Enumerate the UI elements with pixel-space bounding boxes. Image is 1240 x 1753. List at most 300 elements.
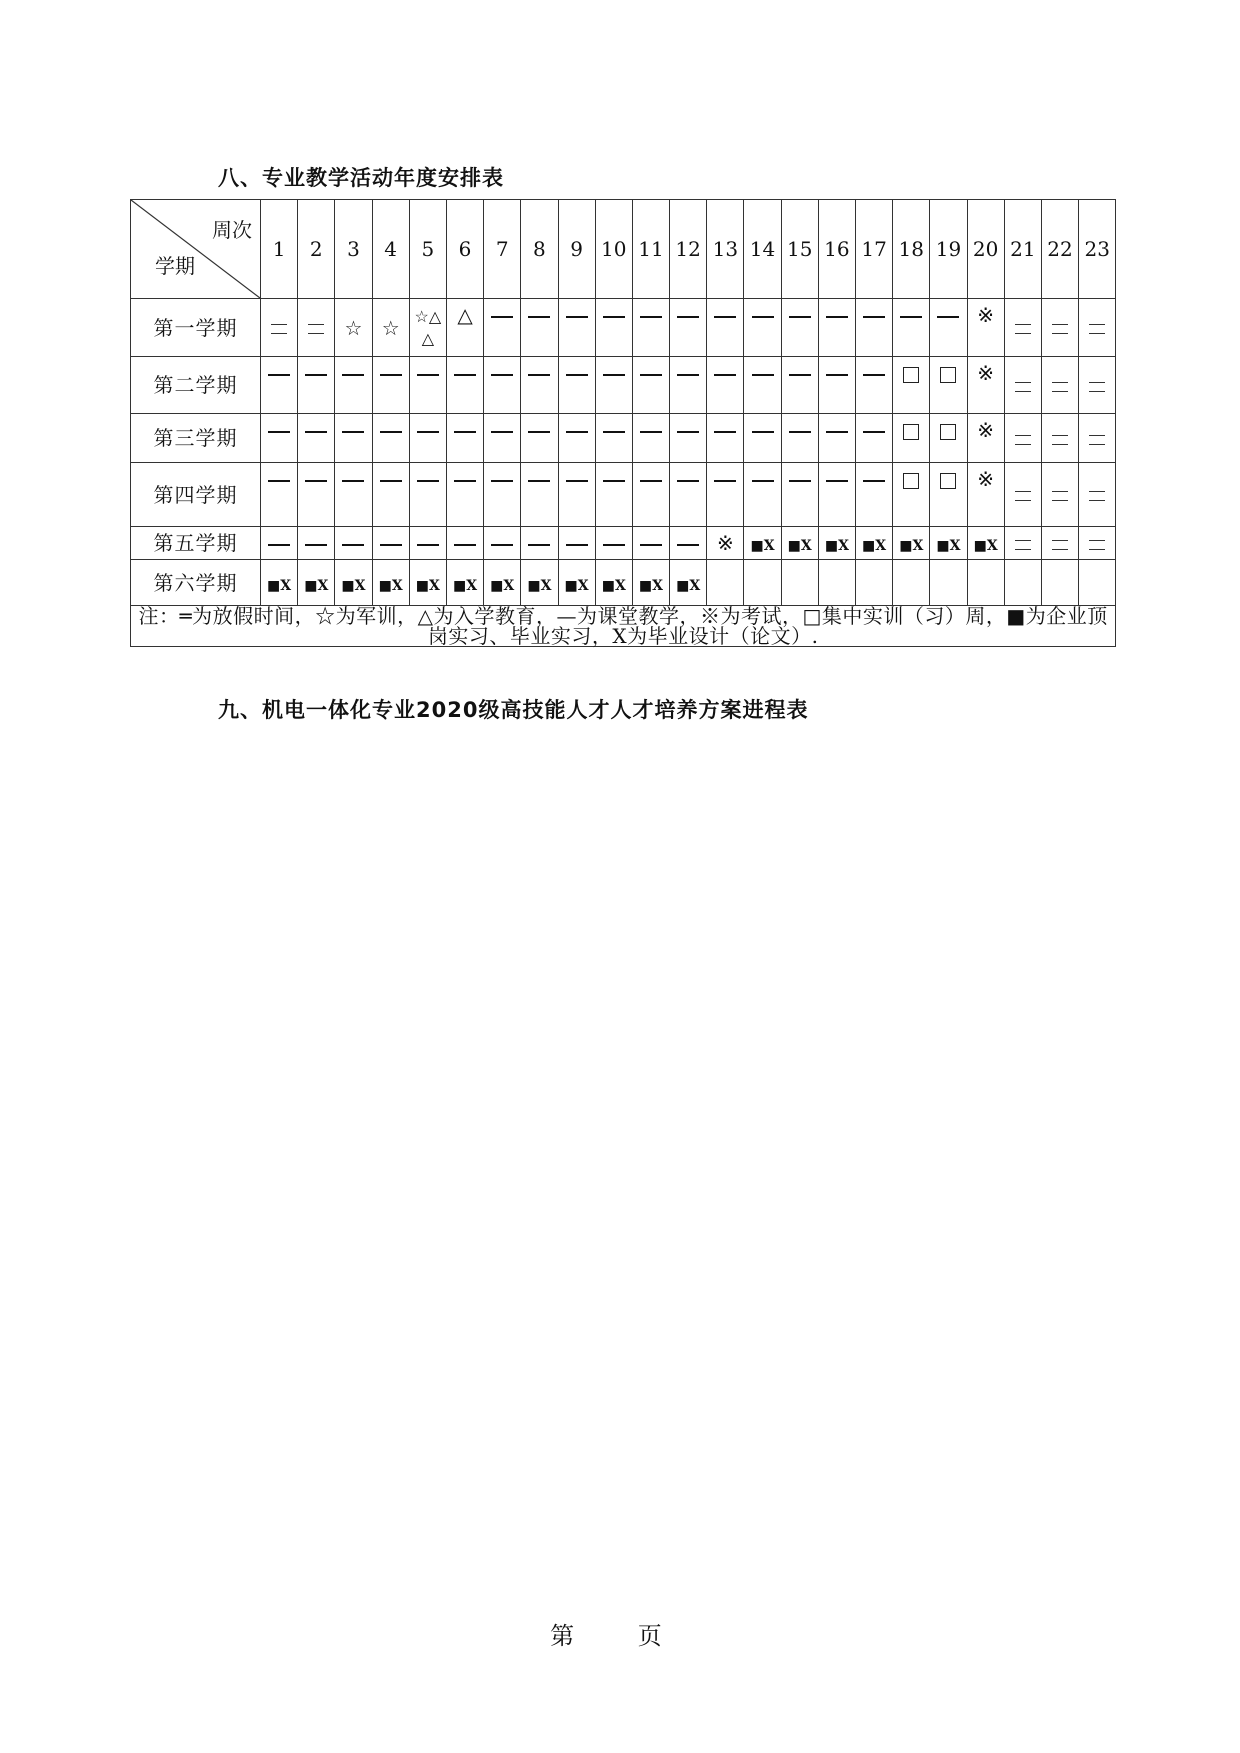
dash-mark <box>268 544 290 546</box>
dash-mark <box>566 544 588 546</box>
section-8-heading: 八、专业教学活动年度安排表 <box>218 166 504 190</box>
week-header-19: 19 <box>930 200 967 299</box>
schedule-cell <box>372 463 409 527</box>
schedule-cell <box>261 414 298 463</box>
semester-row <box>131 357 1116 414</box>
semester-row <box>131 560 1116 606</box>
dash-mark <box>342 431 364 433</box>
schedule-cell <box>930 560 967 606</box>
dash-mark <box>640 480 662 482</box>
schedule-cell <box>1079 560 1116 606</box>
schedule-cell <box>261 299 298 357</box>
dash-mark <box>603 544 625 546</box>
dash-mark <box>714 431 736 433</box>
dash-mark <box>826 431 848 433</box>
schedule-cell <box>261 527 298 560</box>
week-header-13: 13 <box>707 200 744 299</box>
equals-mark <box>1089 435 1105 445</box>
schedule-cell <box>595 527 632 560</box>
week-header-18: 18 <box>893 200 930 299</box>
schedule-cell <box>335 527 372 560</box>
internship-design-mark: ■X <box>378 577 403 594</box>
schedule-cell <box>670 299 707 357</box>
dash-mark <box>528 374 550 376</box>
dash-mark <box>417 544 439 546</box>
corner-diagonal <box>131 200 260 298</box>
dash-mark <box>417 480 439 482</box>
schedule-cell <box>409 560 446 606</box>
dash-mark <box>752 480 774 482</box>
schedule-cell <box>446 414 483 463</box>
dash-mark <box>863 431 885 433</box>
schedule-cell: ☆ <box>372 299 409 357</box>
schedule-cell <box>446 463 483 527</box>
week-header-21: 21 <box>1004 200 1041 299</box>
dash-mark <box>491 480 513 482</box>
semester-label: 第五学期 <box>131 527 261 560</box>
schedule-cell <box>893 560 930 606</box>
schedule-cell <box>893 299 930 357</box>
schedule-cell <box>930 463 967 527</box>
dash-mark <box>863 316 885 318</box>
week-header-4: 4 <box>372 200 409 299</box>
schedule-cell <box>670 463 707 527</box>
internship-design-mark: ■X <box>862 538 887 554</box>
schedule-cell <box>446 560 483 606</box>
schedule-cell <box>632 414 669 463</box>
semester-label: 第四学期 <box>131 463 261 527</box>
semester-label: 第三学期 <box>131 414 261 463</box>
schedule-cell <box>558 527 595 560</box>
square-mark <box>940 367 956 383</box>
schedule-cell <box>967 560 1004 606</box>
dash-mark <box>268 480 290 482</box>
dash-mark <box>789 431 811 433</box>
internship-design-mark: ■X <box>787 538 812 554</box>
equals-mark <box>1052 382 1068 392</box>
schedule-cell <box>632 560 669 606</box>
dash-mark <box>380 431 402 433</box>
schedule-cell <box>856 414 893 463</box>
schedule-cell <box>372 560 409 606</box>
internship-design-mark: ■X <box>750 538 775 554</box>
week-header-11: 11 <box>632 200 669 299</box>
schedule-cell <box>298 527 335 560</box>
equals-mark <box>1015 324 1031 334</box>
schedule-cell <box>1041 299 1078 357</box>
week-header-6: 6 <box>446 200 483 299</box>
schedule-cell <box>1041 357 1078 414</box>
internship-design-mark: ■X <box>676 577 701 594</box>
dash-mark <box>900 316 922 318</box>
dash-mark <box>640 374 662 376</box>
dash-mark <box>603 431 625 433</box>
week-header-10: 10 <box>595 200 632 299</box>
schedule-cell <box>335 560 372 606</box>
schedule-cell <box>893 463 930 527</box>
dash-mark <box>677 374 699 376</box>
week-header-22: 22 <box>1041 200 1078 299</box>
dash-mark <box>342 480 364 482</box>
week-header-7: 7 <box>484 200 521 299</box>
dash-mark <box>566 480 588 482</box>
dash-mark <box>640 544 662 546</box>
dash-mark <box>454 544 476 546</box>
schedule-cell <box>707 299 744 357</box>
schedule-cell <box>707 414 744 463</box>
semester-row <box>131 463 1116 527</box>
equals-mark <box>1089 540 1105 550</box>
dash-mark <box>528 480 550 482</box>
internship-design-mark: ■X <box>267 577 292 594</box>
dash-mark <box>714 480 736 482</box>
schedule-cell <box>521 463 558 527</box>
equals-mark <box>1015 435 1031 445</box>
equals-mark <box>271 324 287 334</box>
internship-design-mark: ■X <box>601 577 626 594</box>
schedule-cell <box>558 357 595 414</box>
schedule-cell <box>1004 299 1041 357</box>
schedule-cell <box>818 463 855 527</box>
dash-mark <box>305 544 327 546</box>
schedule-cell <box>521 414 558 463</box>
schedule-cell <box>261 357 298 414</box>
semester-label: 第一学期 <box>131 299 261 357</box>
dash-mark <box>566 431 588 433</box>
dash-mark <box>491 431 513 433</box>
equals-mark <box>1052 491 1068 501</box>
schedule-cell <box>521 357 558 414</box>
semester-row <box>131 527 1116 560</box>
equals-mark <box>1015 540 1031 550</box>
schedule-cell <box>930 527 967 560</box>
schedule-cell <box>744 414 781 463</box>
square-mark <box>940 424 956 440</box>
dash-mark <box>491 544 513 546</box>
dash-mark <box>528 431 550 433</box>
schedule-cell <box>818 357 855 414</box>
schedule-cell <box>893 357 930 414</box>
internship-design-mark: ■X <box>452 577 478 594</box>
dash-mark <box>380 544 402 546</box>
equals-mark <box>308 324 324 334</box>
schedule-cell <box>856 357 893 414</box>
schedule-cell <box>781 463 818 527</box>
dash-mark <box>454 480 476 482</box>
schedule-cell <box>484 527 521 560</box>
equals-mark <box>1089 382 1105 392</box>
dash-mark <box>268 431 290 433</box>
schedule-cell <box>409 527 446 560</box>
semester-label: 第二学期 <box>131 357 261 414</box>
schedule-cell <box>893 414 930 463</box>
schedule-cell <box>261 463 298 527</box>
week-header-15: 15 <box>781 200 818 299</box>
schedule-cell <box>484 299 521 357</box>
dash-mark <box>528 316 550 318</box>
week-header-5: 5 <box>409 200 446 299</box>
week-header-3: 3 <box>335 200 372 299</box>
equals-mark <box>1089 324 1105 334</box>
square-mark <box>903 424 919 440</box>
square-mark <box>903 367 919 383</box>
semester-row <box>131 414 1116 463</box>
internship-design-mark: ■X <box>527 577 552 594</box>
stacked-mark: ☆△ <box>414 306 442 326</box>
dash-mark <box>417 374 439 376</box>
schedule-cell <box>781 357 818 414</box>
dash-mark <box>342 374 364 376</box>
internship-design-mark: ■X <box>304 577 329 594</box>
dash-mark <box>305 431 327 433</box>
schedule-cell <box>298 560 335 606</box>
schedule-cell <box>261 560 298 606</box>
dash-mark <box>640 431 662 433</box>
week-axis-label: 周次 <box>212 218 252 242</box>
week-header-2: 2 <box>298 200 335 299</box>
dash-mark <box>417 431 439 433</box>
schedule-cell <box>298 463 335 527</box>
schedule-cell <box>1004 527 1041 560</box>
dash-mark <box>752 431 774 433</box>
schedule-cell <box>298 414 335 463</box>
corner-header-cell <box>131 200 261 299</box>
schedule-cell: ※ <box>967 463 1004 527</box>
week-header-17: 17 <box>856 200 893 299</box>
schedule-cell <box>372 357 409 414</box>
semester-axis-label: 学期 <box>155 254 195 278</box>
schedule-cell <box>744 299 781 357</box>
schedule-cell <box>1079 463 1116 527</box>
legend-note: 注：═为放假时间，☆为军训，△为入学教育，—为课堂教学，※为考试，□集中实训（习）周，■为企业顶岗实习、毕业实习，X为毕业设计（论文）. <box>131 606 1116 647</box>
schedule-cell <box>781 560 818 606</box>
schedule-cell <box>670 414 707 463</box>
schedule-cell: ☆ <box>335 299 372 357</box>
week-header-1: 1 <box>261 200 298 299</box>
dash-mark <box>677 431 699 433</box>
equals-mark <box>1015 491 1031 501</box>
dash-mark <box>789 480 811 482</box>
internship-design-mark: ■X <box>638 577 664 594</box>
schedule-cell <box>632 299 669 357</box>
schedule-table <box>130 199 1116 647</box>
schedule-cell <box>856 527 893 560</box>
schedule-cell <box>670 357 707 414</box>
schedule-cell <box>856 463 893 527</box>
schedule-cell <box>707 357 744 414</box>
schedule-cell <box>521 527 558 560</box>
schedule-cell <box>818 414 855 463</box>
schedule-cell <box>595 357 632 414</box>
schedule-cell <box>632 357 669 414</box>
schedule-cell <box>1041 527 1078 560</box>
semester-row <box>131 299 1116 357</box>
page-footer: 第 页 <box>550 1622 690 1650</box>
schedule-cell <box>372 527 409 560</box>
schedule-cell: ※ <box>967 299 1004 357</box>
week-header-12: 12 <box>670 200 707 299</box>
dash-mark <box>380 480 402 482</box>
schedule-cell <box>335 357 372 414</box>
schedule-cell <box>1004 414 1041 463</box>
internship-design-mark: ■X <box>899 538 924 554</box>
schedule-cell <box>1041 414 1078 463</box>
schedule-cell <box>930 357 967 414</box>
schedule-cell <box>632 527 669 560</box>
internship-design-mark: ■X <box>490 577 515 594</box>
dash-mark <box>826 316 848 318</box>
dash-mark <box>677 480 699 482</box>
square-mark <box>903 473 919 489</box>
dash-mark <box>863 374 885 376</box>
dash-mark <box>937 316 959 318</box>
dash-mark <box>826 374 848 376</box>
dash-mark <box>528 544 550 546</box>
schedule-cell <box>595 299 632 357</box>
schedule-cell <box>1004 463 1041 527</box>
dash-mark <box>603 316 625 318</box>
week-header-8: 8 <box>521 200 558 299</box>
schedule-cell <box>446 527 483 560</box>
dash-mark <box>603 374 625 376</box>
schedule-cell <box>1041 463 1078 527</box>
week-header-14: 14 <box>744 200 781 299</box>
dash-mark <box>714 316 736 318</box>
schedule-cell <box>930 414 967 463</box>
schedule-cell <box>856 560 893 606</box>
schedule-cell <box>744 527 781 560</box>
schedule-cell <box>744 463 781 527</box>
schedule-cell: ※ <box>707 527 744 560</box>
schedule-cell <box>335 463 372 527</box>
schedule-cell <box>893 527 930 560</box>
schedule-cell <box>595 560 632 606</box>
schedule-cell <box>670 527 707 560</box>
schedule-cell <box>744 560 781 606</box>
schedule-cell <box>1079 414 1116 463</box>
schedule-cell <box>632 463 669 527</box>
internship-design-mark: ■X <box>973 538 998 554</box>
section-9-heading: 九、机电一体化专业2020级高技能人才人才培养方案进程表 <box>218 698 809 722</box>
dash-mark <box>454 431 476 433</box>
schedule-cell <box>558 463 595 527</box>
schedule-cell <box>409 414 446 463</box>
schedule-cell <box>818 299 855 357</box>
schedule-cell <box>558 414 595 463</box>
schedule-cell <box>446 357 483 414</box>
schedule-cell <box>335 414 372 463</box>
dash-mark <box>789 374 811 376</box>
equals-mark <box>1052 540 1068 550</box>
internship-design-mark: ■X <box>824 538 849 554</box>
dash-mark <box>640 316 662 318</box>
dash-mark <box>566 374 588 376</box>
schedule-cell <box>372 414 409 463</box>
schedule-cell <box>521 299 558 357</box>
internship-design-mark: ■X <box>415 577 440 594</box>
schedule-cell: ※ <box>967 357 1004 414</box>
square-mark <box>940 473 956 489</box>
schedule-cell <box>1004 560 1041 606</box>
schedule-cell <box>521 560 558 606</box>
dash-mark <box>752 316 774 318</box>
dash-mark <box>342 544 364 546</box>
schedule-cell <box>298 357 335 414</box>
equals-mark <box>1015 382 1031 392</box>
dash-mark <box>863 480 885 482</box>
dash-mark <box>603 480 625 482</box>
dash-mark <box>752 374 774 376</box>
schedule-cell <box>967 527 1004 560</box>
schedule-cell <box>1079 299 1116 357</box>
dash-mark <box>491 316 513 318</box>
schedule-cell <box>818 527 855 560</box>
schedule-cell <box>484 414 521 463</box>
schedule-cell: △ <box>446 299 483 357</box>
schedule-cell <box>409 299 446 357</box>
schedule-cell <box>781 414 818 463</box>
dash-mark <box>454 374 476 376</box>
schedule-cell <box>670 560 707 606</box>
schedule-cell <box>1004 357 1041 414</box>
dash-mark <box>268 374 290 376</box>
equals-mark <box>1089 491 1105 501</box>
schedule-cell <box>484 560 521 606</box>
schedule-cell <box>781 299 818 357</box>
schedule-cell <box>707 560 744 606</box>
dash-mark <box>380 374 402 376</box>
schedule-cell <box>409 463 446 527</box>
equals-mark <box>1052 435 1068 445</box>
schedule-cell <box>1079 527 1116 560</box>
schedule-cell: ※ <box>967 414 1004 463</box>
schedule-cell <box>298 299 335 357</box>
week-header-20: 20 <box>967 200 1004 299</box>
schedule-cell <box>707 463 744 527</box>
internship-design-mark: ■X <box>341 577 366 594</box>
internship-design-mark: ■X <box>936 538 961 554</box>
dash-mark <box>491 374 513 376</box>
equals-mark <box>1052 324 1068 334</box>
schedule-cell <box>744 357 781 414</box>
stacked-mark: △ <box>421 328 434 348</box>
week-header-9: 9 <box>558 200 595 299</box>
schedule-cell <box>930 299 967 357</box>
schedule-cell <box>595 414 632 463</box>
dash-mark <box>714 374 736 376</box>
week-header-16: 16 <box>818 200 855 299</box>
dash-mark <box>305 374 327 376</box>
schedule-cell <box>818 560 855 606</box>
schedule-cell <box>781 527 818 560</box>
schedule-cell <box>558 560 595 606</box>
schedule-cell <box>856 299 893 357</box>
week-header-23: 23 <box>1079 200 1116 299</box>
dash-mark <box>677 544 699 546</box>
dash-mark <box>305 480 327 482</box>
dash-mark <box>566 316 588 318</box>
dash-mark <box>826 480 848 482</box>
dash-mark <box>789 316 811 318</box>
dash-mark <box>677 316 699 318</box>
schedule-cell <box>409 357 446 414</box>
schedule-cell <box>484 357 521 414</box>
semester-label: 第六学期 <box>131 560 261 606</box>
schedule-cell <box>595 463 632 527</box>
schedule-cell <box>1079 357 1116 414</box>
internship-design-mark: ■X <box>564 577 589 594</box>
schedule-cell <box>558 299 595 357</box>
